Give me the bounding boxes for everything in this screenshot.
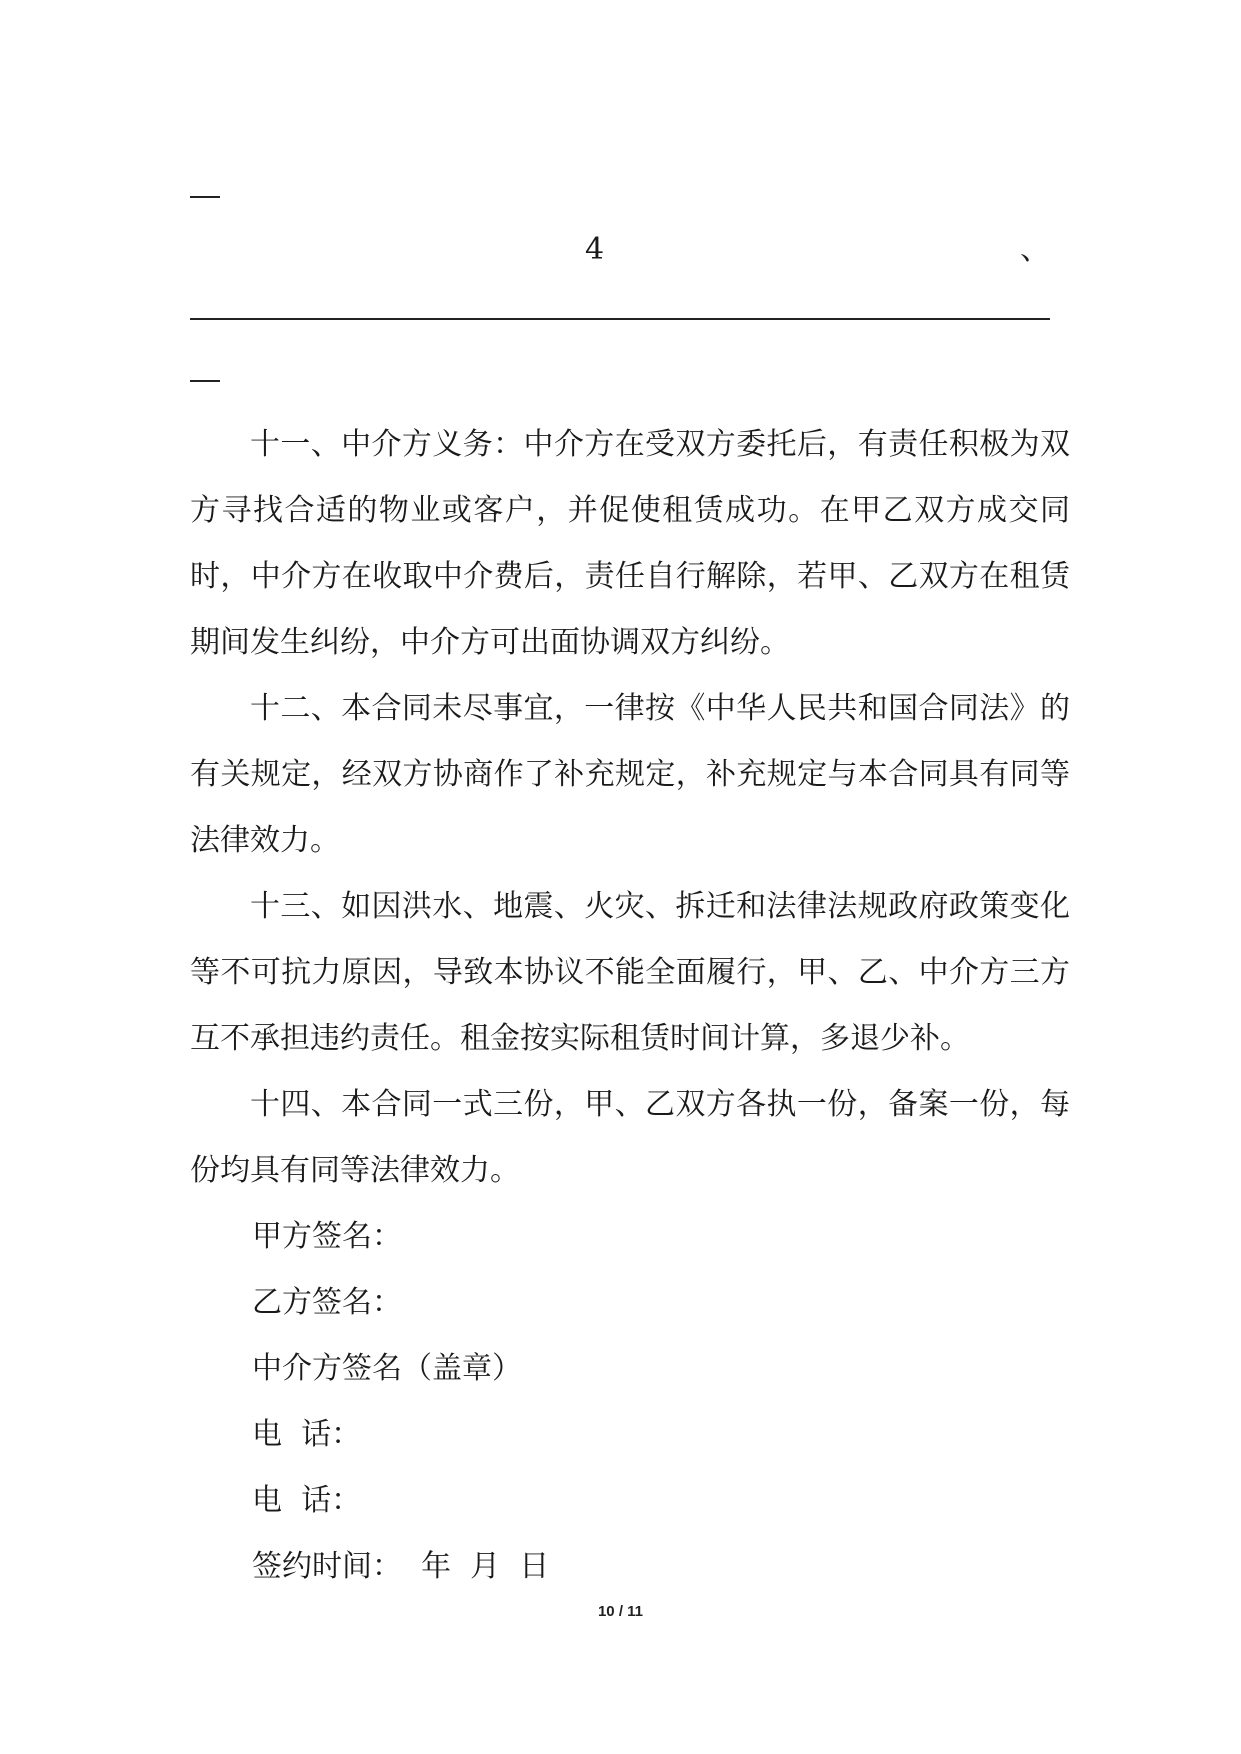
clause-14: 十四、本合同一式三份，甲、乙双方各执一份，备案一份，每份均具有同等法律效力。 — [190, 1087, 1070, 1188]
phone-label-2: 电 话： — [252, 1483, 362, 1518]
blank-line-long — [190, 318, 1050, 320]
clause-11: 十一、中介方义务：中介方在受双方委托后，有责任积极为双方寻找合适的物业或客户，并促使租赁成功。在甲乙双方成交同时，中介方在收取中介费后，责任自行解除，若甲、乙双方在租赁期间发生纠纷，中介方可出面协调双方纠纷。 — [190, 427, 1070, 660]
phone-label-1: 电 话： — [252, 1417, 362, 1452]
contract-body — [190, 412, 1070, 1600]
party-b-signature-label: 乙方签名： — [252, 1285, 402, 1320]
clause-12: 十二、本合同未尽事宜，一律按《中华人民共和国合同法》的有关规定，经双方协商作了补充规定，补充规定与本合同具有同等法律效力。 — [190, 691, 1070, 858]
party-a-signature-label: 甲方签名： — [252, 1219, 402, 1254]
blank-line-short-bottom — [190, 380, 220, 382]
item-number: 4 — [585, 232, 605, 267]
blank-line-short-top — [190, 196, 220, 198]
signing-date-label: 签约时间： 年 月 日 — [252, 1549, 550, 1584]
enumeration-comma: 、 — [1020, 232, 1050, 267]
page-number: 10 / 11 — [597, 1603, 644, 1620]
clause-13: 十三、如因洪水、地震、火灾、拆迁和法律法规政府政策变化等不可抗力原因，导致本协议不能全面履行，甲、乙、中介方三方互不承担违约责任。租金按实际租赁时间计算，多退少补。 — [190, 889, 1070, 1056]
agent-signature-label: 中介方签名（盖章） — [252, 1351, 522, 1386]
